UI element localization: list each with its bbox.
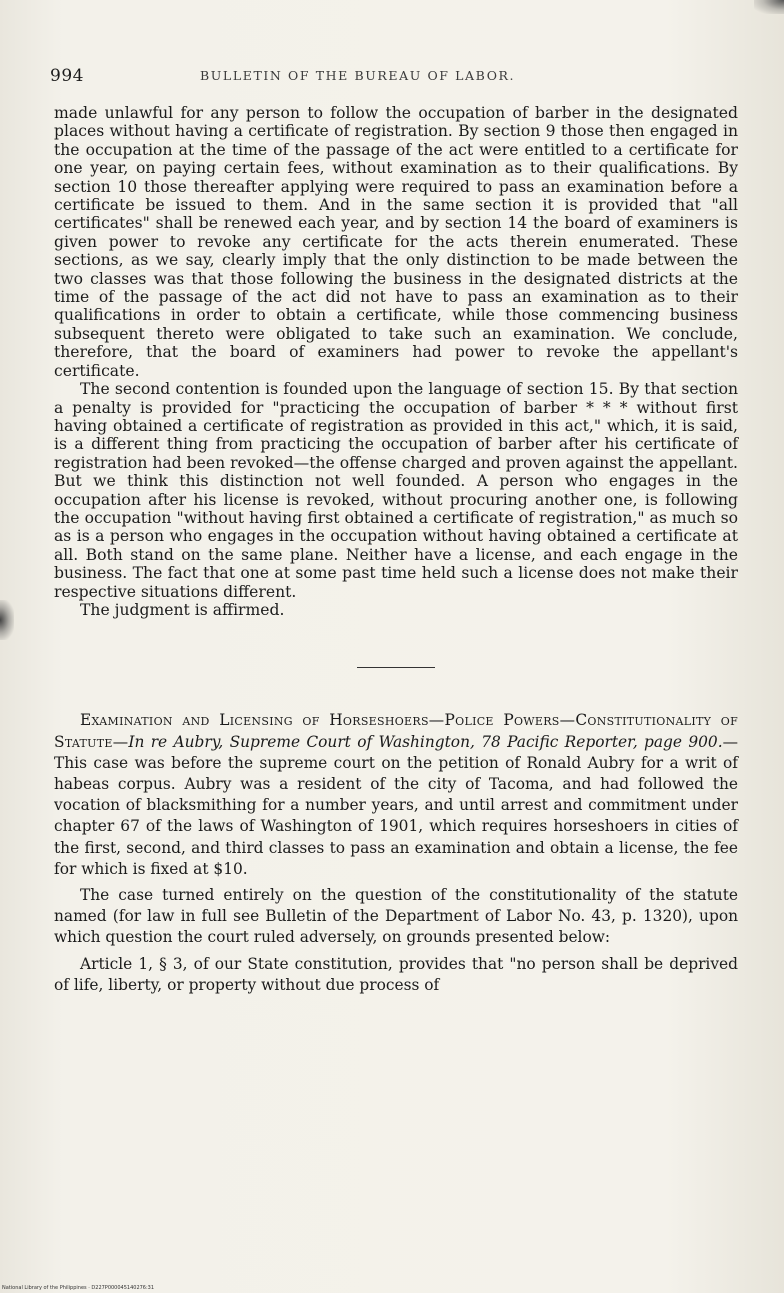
- case-paragraph-text: —This case was before the supreme court on the petition of Ronald Aubry for a writ of habeas corpus. Aubry was a resident of the city of Tacoma, and had followed the vocation of blacksmithing for a number years, and until arrest and commitment under chapter 67 of the laws of Washington of 1901, which requires horseshoers in cities of the first, second, and third classes to pass an examination and obtain a license, the fee for which is fixed at $10.: [54, 732, 738, 878]
- paragraph-5: The case turned entirely on the question of the constitutionality of the statute named (for law in full see Bulletin of the Department of Labor No. 43, p. 1320), upon which question the court ruled adversely, on grounds presented below:: [54, 886, 738, 947]
- running-head: BULLETIN OF THE BUREAU OF LABOR.: [200, 68, 516, 83]
- case-paragraph: [54, 710, 738, 880]
- case-title: Examination and Licensing of Horseshoers—Police Powers—Constitutionality of Statute—: [54, 711, 738, 751]
- scan-footer: National Library of the Philippines · D227P000045140276:31: [2, 1285, 155, 1291]
- paragraph-1: made unlawful for any person to follow the occupation of barber in the designated places without having a certificate of registration. By section 9 those then engaged in the occupation at the time of the passage of the act were entitled to a certificate for one year, on paying certain fees, without examination as to their qualifications. By section 10 those thereafter applying were required to pass an examination before a certificate be issued to them. And in the same section it is provided that "all certificates" shall be renewed each year, and by section 14 the board of examiners is given power to revoke any certificate for the acts therein enumerated. These sections, as we say, clearly imply that the only distinction to be made between the two classes was that those following the business in the designated districts at the time of the passage of the act did not have to pass an examination as to their qualifications in order to obtain a certificate, while those commencing business subsequent thereto were obligated to take such an examination. We conclude, therefore, that the board of examiners had power to revoke the appellant's certificate.: [54, 104, 738, 380]
- case-citation: In re Aubry, Supreme Court of Washington, 78 Pacific Reporter, page 900.: [128, 732, 723, 751]
- page-corner-shadow: [754, 0, 784, 14]
- page-body: [54, 104, 738, 996]
- paragraph-2: The second contention is founded upon the language of section 15. By that section a penalty is provided for "practicing the occupation of barber * * * without first having obtained a certificate of registration as provided in this act," which, it is said, is a different thing from practicing the occupation of barber after his certificate of registration had been revoked—the offense charged and proven against the appellant. But we think this distinction not well founded. A person who engages in the occupation after his license is revoked, without procuring another one, is following the occupation "without having first obtained a certificate of registration," as much so as is a person who engages in the occupation without having obtained a certificate at all. Both stand on the same plane. Neither have a license, and each engage in the business. The fact that one at some past time held such a license does not make their respective situations different.: [54, 380, 738, 601]
- page-number: 994: [50, 66, 84, 86]
- binding-shadow: [0, 600, 14, 640]
- paragraph-6: Article 1, § 3, of our State constitution, provides that "no person shall be deprived of life, liberty, or property without due process of: [54, 954, 738, 994]
- section-divider: [357, 667, 435, 668]
- page-header: [50, 66, 740, 86]
- paragraph-3: The judgment is affirmed.: [80, 600, 285, 619]
